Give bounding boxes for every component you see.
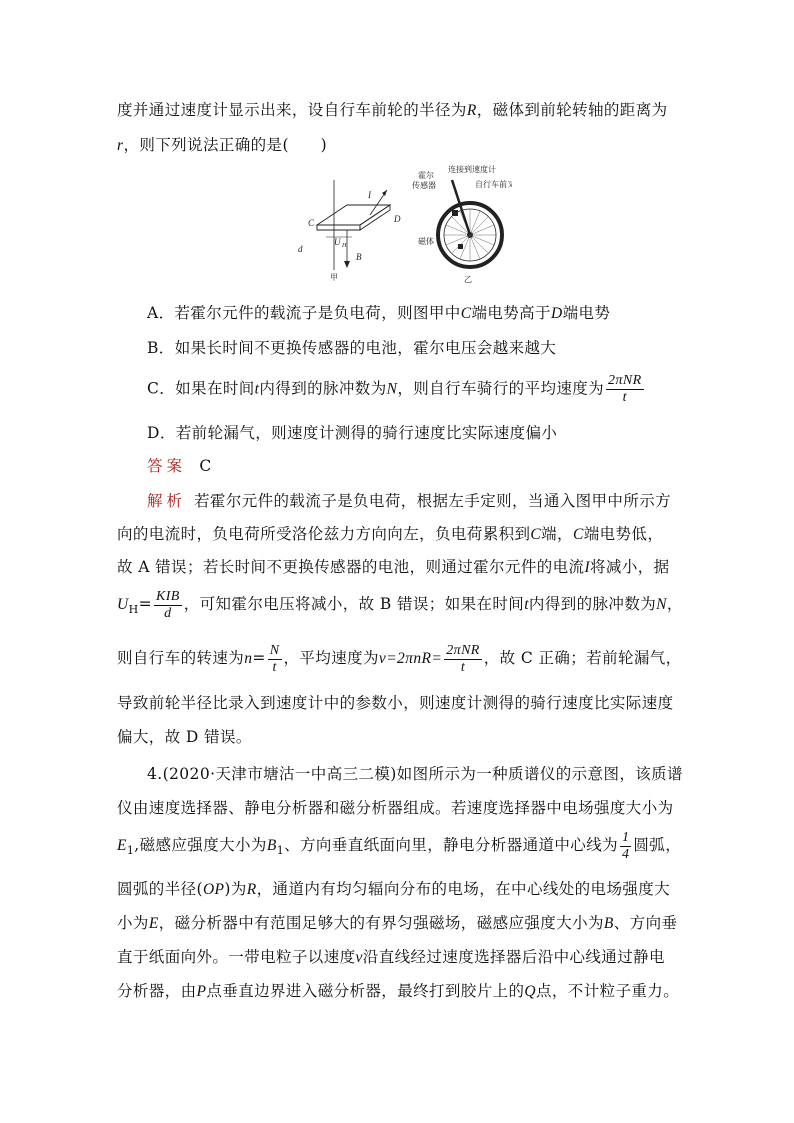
var-t: t [524,596,529,613]
var-C: C [530,526,542,543]
analysis-label: 解析 [147,492,187,510]
q4-line-3 [117,826,681,866]
label-C: C [308,218,315,228]
label-d: d [298,244,303,254]
analysis-line-6 [117,693,681,713]
var-C: C [460,305,472,322]
subscript-1: 1 [126,844,135,857]
analysis-line-1 [147,491,711,511]
subscript-H: H [128,603,139,616]
caption-yi: 乙 [464,275,472,284]
equals: = [252,649,266,667]
text: )为 [224,880,247,898]
label-I: I [368,190,371,200]
text: 将减小，据 [590,558,670,576]
text: 内得到的脉冲数为 [259,379,387,398]
var-U: U [117,596,129,613]
var-D: D [550,305,563,322]
q4-line-6 [117,947,681,968]
var-B: B [266,837,277,854]
var-R: R [466,102,477,119]
text: 端电势 [562,304,611,322]
text: 分析器，由 [117,982,197,1000]
equals: = [138,595,152,613]
label-H: H [342,243,347,249]
text: ，故 C 正确；若前轮漏气， [483,649,682,667]
hall-element-diagram [298,180,401,282]
denominator: t [460,659,466,675]
option-B [147,338,711,358]
q4-line-2 [117,798,681,818]
label-U: U [334,237,341,247]
text: ， [666,595,683,613]
var-E: E [117,837,127,854]
text: 点，不计粒子重力。 [536,982,680,1000]
text: 点垂直边界进入磁分析器，最终打到胶片上的 [206,982,525,1000]
denominator: 4 [622,846,630,862]
numerator: 1 [622,829,630,845]
velocity-expression: =2πnR= [386,650,443,667]
var-t: t [254,380,260,398]
sensor-block [452,210,458,216]
q4-line-5 [117,913,681,934]
text: 内得到的脉冲数为 [528,595,657,613]
text: 向的电流时，负电荷所受洛伦兹力方向向左，负电荷累积到 [117,525,531,543]
hall-sensor-figure [292,160,512,290]
var-R: R [246,881,257,898]
text: 、方向垂 [613,914,678,932]
text: ，平均速度为 [283,649,379,667]
var-C: C [572,526,584,543]
var-Q: Q [524,983,536,1000]
analysis-line-2 [117,524,681,545]
text: 端电势高于 [471,304,551,322]
figure-svg [292,160,512,290]
denominator: t [272,659,277,675]
text: 则自行车的转速为 [117,649,245,667]
b-field-arrowhead [344,261,350,268]
numerator: KIB [155,588,180,604]
text: C．如果在时间 [147,379,255,398]
analysis-line-7 [117,727,681,747]
text: 小为 [117,914,149,932]
var-n: n [244,650,253,667]
text: 、方向垂直纸面向里，静电分析器通道中心线为 [284,836,618,854]
q4-line-4 [117,879,681,900]
text: ,磁感应强度大小为 [134,836,267,854]
denominator: d [164,605,172,621]
var-E: E [148,915,159,932]
analysis-line-5 [117,638,681,678]
fraction [444,643,482,676]
subscript-1: 1 [276,844,285,857]
caption-jia: 甲 [330,273,338,282]
answer-value: C [199,457,212,475]
text: 仪由速度选择器、静电分析器和磁分析器组成。若速度选择器中电场强度大小为 [117,799,674,817]
intro-line-2 [117,135,681,156]
text: 沿直线经过速度选择器后沿中心线通过静电 [362,948,665,966]
option-D [147,423,711,443]
text: 偏大，故 D 错误。 [117,728,252,746]
bicycle-wheel-diagram [412,164,512,284]
text: ，可知霍尔电压将减小，故 B 错误；如果在时间 [183,595,525,613]
text: 导致前轮半径比录入到速度计中的参数小，则速度计测得的骑行速度比实际速度 [117,694,674,712]
hall-plate-front [317,225,360,230]
hall-plate-top [317,205,390,225]
var-v: v [355,949,363,966]
option-C [147,373,711,413]
var-r: r [117,137,124,154]
label-huoer: 霍尔 [418,171,434,180]
label-front-fork: 自行车前叉 [475,180,512,189]
current-arrowhead [382,190,387,196]
text: 直于纸面向外。一带电粒子以速度 [117,948,356,966]
var-I: I [584,559,591,576]
fraction [606,373,644,406]
intro-line-1 [117,100,681,121]
analysis-line-3 [117,557,681,578]
fraction [620,830,631,863]
var-N: N [656,596,667,613]
var-OP: OP [202,881,225,898]
label-D: D [394,214,401,224]
label-sensor: 传感器 [412,181,436,190]
option-A [147,303,711,324]
var-N: N [386,380,398,398]
text: 圆弧的半径( [117,880,203,898]
label-magnet: 磁体 [418,237,434,246]
answer-label: 答案 [147,457,187,475]
text: A．若霍尔元件的载流子是负电荷，则图甲中 [147,304,461,322]
text: 圆弧， [633,836,682,854]
label-B: B [356,252,362,262]
text: 端电势低， [583,525,664,543]
var-P: P [196,983,207,1000]
text: 4.(2020·天津市塘沽一中高三二模)如图所示为一种质谱仪的示意图，该质谱 [147,765,683,783]
text: 端， [541,525,573,543]
text: ，磁分析器中有范围足够大的有界匀强磁场，磁感应强度大小为 [158,914,604,932]
text: ，则自行车骑行的平均速度为 [397,379,605,398]
var-B: B [603,915,614,932]
hall-plate-side [360,205,390,230]
magnet-block [458,244,463,249]
text: 故 A 错误；若长时间不更换传感器的电池，则通过霍尔元件的电流 [117,558,585,576]
numerator: N [269,642,280,658]
q4-line-7 [117,981,681,1002]
numerator: 2πNR [608,373,642,388]
text: ，则下列说法正确的是( ) [123,136,328,154]
numerator: 2πNR [446,642,480,658]
text: D．若前轮漏气，则速度计测得的骑行速度比实际速度偏小 [147,424,558,442]
text: ，通道内有均匀辐向分布的电场，在中心线处的电场强度大 [256,880,671,898]
text: 若霍尔元件的载流子是负电荷，根据左手定则，当通入图甲中所示方 [194,492,672,510]
fraction [268,643,282,676]
analysis-line-4 [117,586,681,626]
denominator: t [622,390,627,405]
text: 度并通过速度计显示出来，设自行车前轮的半径为 [117,101,467,119]
q4-line-1 [147,764,711,784]
text: ，磁体到前轮转轴的距离为 [476,101,668,119]
var-v: v [378,650,387,667]
label-speedometer: 连接到速度计 [448,165,496,174]
fraction [154,589,182,622]
answer-line [147,456,711,476]
text: B．如果长时间不更换传感器的电池，霍尔电压会越来越大 [147,339,557,357]
